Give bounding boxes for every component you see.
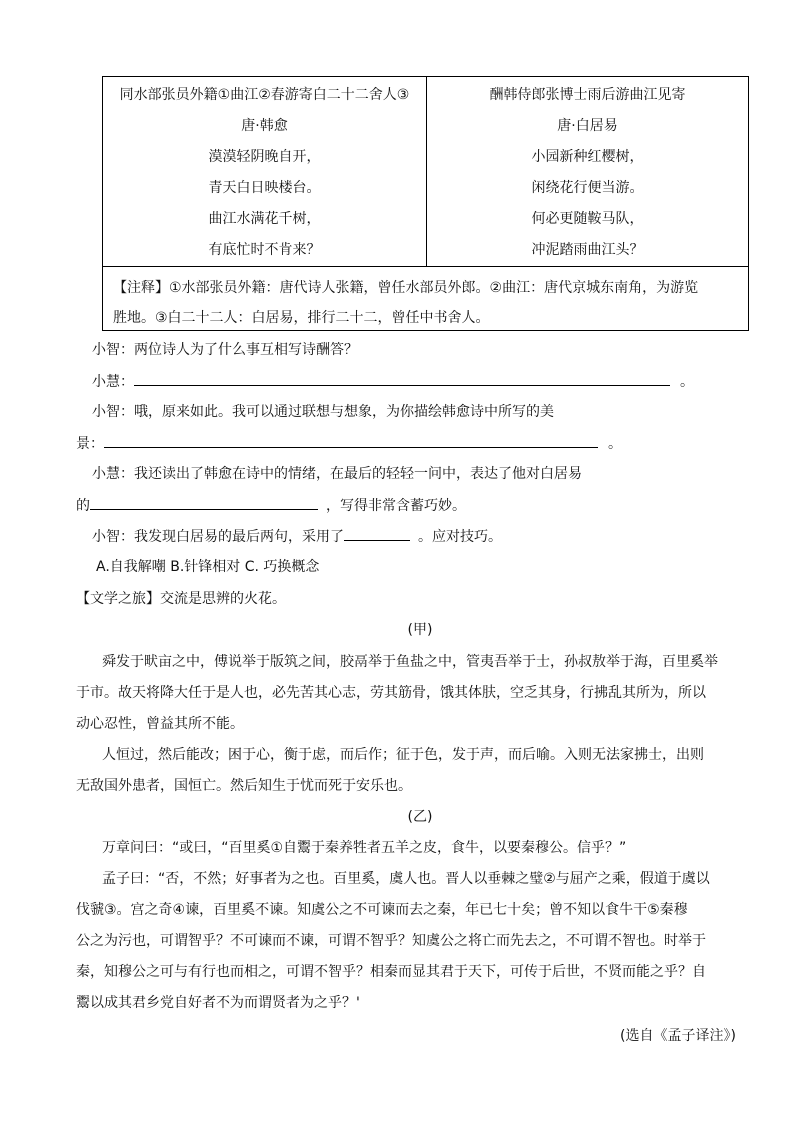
poem-left-line-2: 青天白日映楼台。 bbox=[208, 180, 321, 196]
jia-p1-line-1: 舜发于畎亩之中，傅说举于版筑之间，胶鬲举于鱼盐之中，管夷吾举于士，孙叔敖举于海，百里奚举 bbox=[102, 654, 718, 670]
poem-left-title: 同水部张员外籍①曲江②春游寄白二十二舍人③ bbox=[119, 87, 410, 103]
dialogue-a1-suffix: 。 bbox=[680, 374, 694, 390]
yi-p2-line-1: 孟子曰：“否，不然；好事者为之也。百里奚，虞人也。晋人以垂棘之璧②与屈产之乘，假道于虞以 bbox=[102, 871, 710, 887]
jia-p1-line-2: 于市。故天将降大任于是人也，必先苦其心志，劳其筋骨，饿其体肤，空乏其身，行拂乱其所为，所以 bbox=[76, 685, 706, 701]
yi-p2-line-4: 秦，知穆公之可与有行也而相之，可谓不智乎？相秦而显其君于天下，可传于后世，不贤而能之乎？自 bbox=[76, 964, 706, 980]
dialogue-q3-line-2 bbox=[76, 495, 466, 516]
source-citation: (选自《孟子译注》) bbox=[620, 1028, 736, 1044]
table-divider bbox=[103, 266, 748, 267]
notes-line-2: 胜地。③白二十二人：白居易，排行二十二，曾任中书舍人。 bbox=[113, 310, 490, 326]
dialogue-q3-suffix: ，写得非常含蓄巧妙。 bbox=[326, 498, 466, 514]
dialogue-q4 bbox=[92, 526, 502, 547]
poem-left bbox=[103, 77, 426, 266]
dialogue-q2-line-1: 小智：哦，原来如此。我可以通过联想与想象，为你描绘韩愈诗中所写的美 bbox=[92, 404, 554, 420]
poem-right-author: 唐·白居易 bbox=[557, 118, 618, 134]
jia-p2-line-2: 无敌国外患者，国恒亡。然后知生于忧而死于安乐也。 bbox=[76, 778, 412, 794]
jia-label: (甲) bbox=[407, 622, 433, 638]
answer-blank-3[interactable] bbox=[90, 495, 318, 510]
poem-right bbox=[426, 77, 748, 266]
poem-left-author: 唐·韩愈 bbox=[241, 118, 288, 134]
yi-p2-line-5: 鬻以成其君乡党自好者不为而谓贤者为之乎？' bbox=[76, 995, 360, 1011]
answer-blank-2[interactable] bbox=[104, 433, 598, 448]
poem-right-line-1: 小园新种红樱树， bbox=[531, 149, 644, 165]
poem-right-title: 酬韩侍郎张博士雨后游曲江见寄 bbox=[489, 87, 686, 103]
poem-table bbox=[102, 76, 749, 331]
dialogue-q2-line-2 bbox=[76, 433, 622, 454]
poem-right-line-4: 冲泥踏雨曲江头？ bbox=[531, 242, 644, 258]
poem-left-line-4: 有底忙时不肯来？ bbox=[208, 242, 321, 258]
dialogue-q4-prefix: 小智：我发现白居易的最后两句，采用了 bbox=[92, 529, 344, 545]
dialogue-q2-suffix: 。 bbox=[608, 436, 622, 452]
dialogue-q4-suffix: 。应对技巧。 bbox=[418, 529, 502, 545]
dialogue-q2-prefix: 景： bbox=[76, 436, 104, 452]
dialogue-q1: 小智：两位诗人为了什么事互相写诗酬答？ bbox=[92, 342, 358, 358]
poem-right-line-3: 何必更随鞍马队， bbox=[531, 211, 644, 227]
poem-notes bbox=[113, 273, 743, 333]
answer-blank-1[interactable] bbox=[134, 371, 670, 386]
poem-left-line-1: 漠漠轻阴晚自开， bbox=[208, 149, 321, 165]
dialogue-q3-line-1: 小慧：我还读出了韩愈在诗中的情绪，在最后的轻轻一问中，表达了他对白居易 bbox=[92, 466, 582, 482]
notes-line-1: 【注释】①水部张员外籍：唐代诗人张籍，曾任水部员外郎。②曲江：唐代京城东南角，为游览 bbox=[113, 280, 699, 296]
dialogue-a1 bbox=[92, 371, 694, 392]
yi-label: (乙) bbox=[407, 809, 433, 825]
yi-p2-line-3: 公之为污也，可谓智乎？不可谏而不谏，可谓不智乎？知虞公之将亡而先去之，不可谓不智也。时举于 bbox=[76, 933, 706, 949]
answer-options: A.自我解嘲 B.针锋相对 C. 巧换概念 bbox=[96, 559, 320, 575]
jia-p2-line-1: 人恒过，然后能改；困于心，衡于虑，而后作；征于色，发于声，而后喻。入则无法家拂士，出则 bbox=[102, 747, 704, 763]
poem-right-line-2: 闲绕花行便当游。 bbox=[531, 180, 644, 196]
dialogue-q3-prefix: 的 bbox=[76, 498, 90, 514]
answer-blank-4[interactable] bbox=[344, 526, 410, 541]
dialogue-a1-prefix: 小慧： bbox=[92, 374, 134, 390]
yi-p2-line-2: 伐虢③。宫之奇④谏，百里奚不谏。知虞公之不可谏而去之秦，年已七十矣；曾不知以食牛干⑤秦穆 bbox=[76, 902, 688, 918]
yi-p1: 万章问曰：“或曰，“百里奚①自鬻于秦养牲者五羊之皮，食牛，以要秦穆公。信乎？” bbox=[102, 840, 627, 856]
poem-columns bbox=[103, 77, 748, 266]
poem-left-line-3: 曲江水满花千树， bbox=[208, 211, 321, 227]
jia-p1-line-3: 动心忍性，曾益其所不能。 bbox=[76, 716, 244, 732]
section-heading: 【文学之旅】交流是思辨的火花。 bbox=[76, 591, 286, 607]
